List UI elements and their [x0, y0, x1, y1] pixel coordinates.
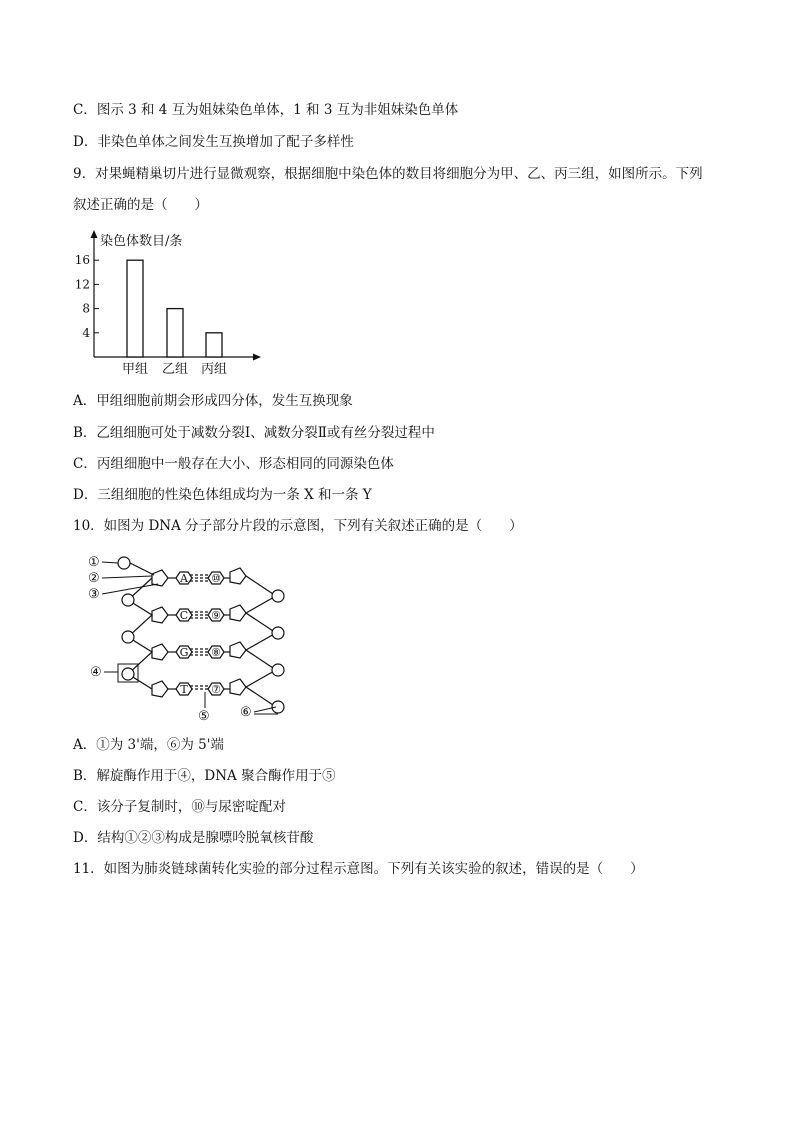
- left-pentose-3: [152, 644, 168, 660]
- phosphate-circle: [122, 668, 134, 680]
- label-1: ①: [88, 555, 100, 570]
- q9-option-b: B．乙组细胞可处于减数分裂Ⅰ、减数分裂Ⅱ或有丝分裂过程中: [73, 425, 435, 441]
- y-tick-label: 16: [74, 253, 90, 268]
- left-pentose-2: [152, 607, 168, 623]
- right-pentose-4: [230, 679, 246, 695]
- q10-option-d: D．结构①②③构成是腺嘌呤脱氧核苷酸: [73, 830, 314, 846]
- x-tick-label: 甲组: [121, 362, 149, 377]
- q10-option-b: B．解旋酶作用于④，DNA 聚合酶作用于⑤: [73, 768, 336, 784]
- q8-option-c: C．图示 3 和 4 互为姐妹染色单体，1 和 3 互为非姐妹染色单体: [73, 102, 459, 118]
- right-pentose-3: [230, 642, 246, 658]
- x-labels: [122, 362, 227, 377]
- left-pentose-4: [152, 681, 168, 697]
- right-base-labels: [211, 572, 221, 696]
- q9-option-a: A．甲组细胞前期会形成四分体，发生互换现象: [73, 393, 353, 409]
- label-3: ③: [88, 587, 100, 602]
- right-backbone: [230, 568, 276, 707]
- base-letter-t: T: [180, 683, 188, 696]
- left-base-letters: [179, 572, 189, 696]
- bars: [127, 260, 222, 357]
- base-letter-a: A: [180, 572, 188, 585]
- base-letter-g: G: [179, 646, 189, 659]
- right-pentose-2: [230, 605, 246, 621]
- hydrogen-bonds: [190, 575, 210, 689]
- y-axis-arrow: [91, 230, 98, 238]
- dna-structure-diagram: [80, 548, 310, 728]
- phosphate-circle: [118, 557, 130, 569]
- q10-option-a: A．①为 3'端，⑥为 5'端: [73, 737, 224, 753]
- q11-stem: 11．如图为肺炎链球菌转化实验的部分过程示意图。下列有关该实验的叙述，错误的是（ ）: [73, 861, 644, 877]
- phosphate-circle: [272, 590, 284, 602]
- phosphate-circle: [122, 631, 134, 643]
- y-ticks: [75, 253, 99, 340]
- left-backbone: [128, 570, 168, 697]
- label-4: ④: [90, 665, 102, 680]
- bar-丙组: [206, 333, 222, 357]
- bar-甲组: [127, 260, 143, 357]
- q9-option-c: C．丙组细胞中一般存在大小、形态相同的同源染色体: [73, 456, 394, 472]
- q10-stem: 10．如图为 DNA 分子部分片段的示意图，下列有关叙述正确的是（ ）: [73, 518, 523, 534]
- base-pair-rows: [168, 578, 230, 689]
- right-base-shapes: [208, 572, 224, 695]
- phosphate-circle: [122, 594, 134, 606]
- q9-option-d: D．三组细胞的性染色体组成均为一条 X 和一条 Y: [73, 487, 372, 503]
- number-labels: [88, 555, 252, 724]
- y-tick-label: 12: [74, 277, 90, 292]
- label-6: ⑥: [240, 705, 252, 720]
- y-tick-label: 4: [82, 325, 90, 340]
- left-base-shapes: [176, 572, 192, 695]
- label-10: ⑩: [211, 572, 221, 585]
- left-phosphates: [118, 557, 134, 680]
- base-letter-c: C: [179, 609, 189, 622]
- label-5: ⑤: [198, 709, 210, 724]
- bar-乙组: [167, 309, 183, 357]
- q9-stem-line-1: 9．对果蝇精巢切片进行显微观察，根据细胞中染色体的数目将细胞分为甲、乙、丙三组，如图所示。下列: [73, 166, 703, 182]
- label-2: ②: [88, 571, 100, 586]
- y-tick-label: 8: [82, 301, 90, 316]
- q8-option-d: D．非染色单体之间发生互换增加了配子多样性: [73, 134, 354, 150]
- label-8: ⑧: [211, 646, 221, 659]
- y-axis-label: 染色体数目/条: [100, 234, 183, 249]
- left-pentose-1: [152, 570, 168, 586]
- x-tick-label: 丙组: [200, 362, 228, 377]
- q9-stem-line-2: 叙述正确的是（ ）: [73, 197, 208, 213]
- q10-option-c: C．该分子复制时，⑩与尿密啶配对: [73, 799, 286, 815]
- label-7: ⑦: [211, 683, 221, 696]
- right-phosphates: [272, 590, 284, 713]
- right-pentose-1: [230, 568, 246, 584]
- phosphate-circle: [272, 664, 284, 676]
- x-axis-arrow: [253, 354, 261, 361]
- phosphate-circle: [272, 627, 284, 639]
- label-9: ⑨: [211, 609, 221, 622]
- x-tick-label: 乙组: [161, 362, 189, 377]
- chromosome-bar-chart: [74, 226, 270, 381]
